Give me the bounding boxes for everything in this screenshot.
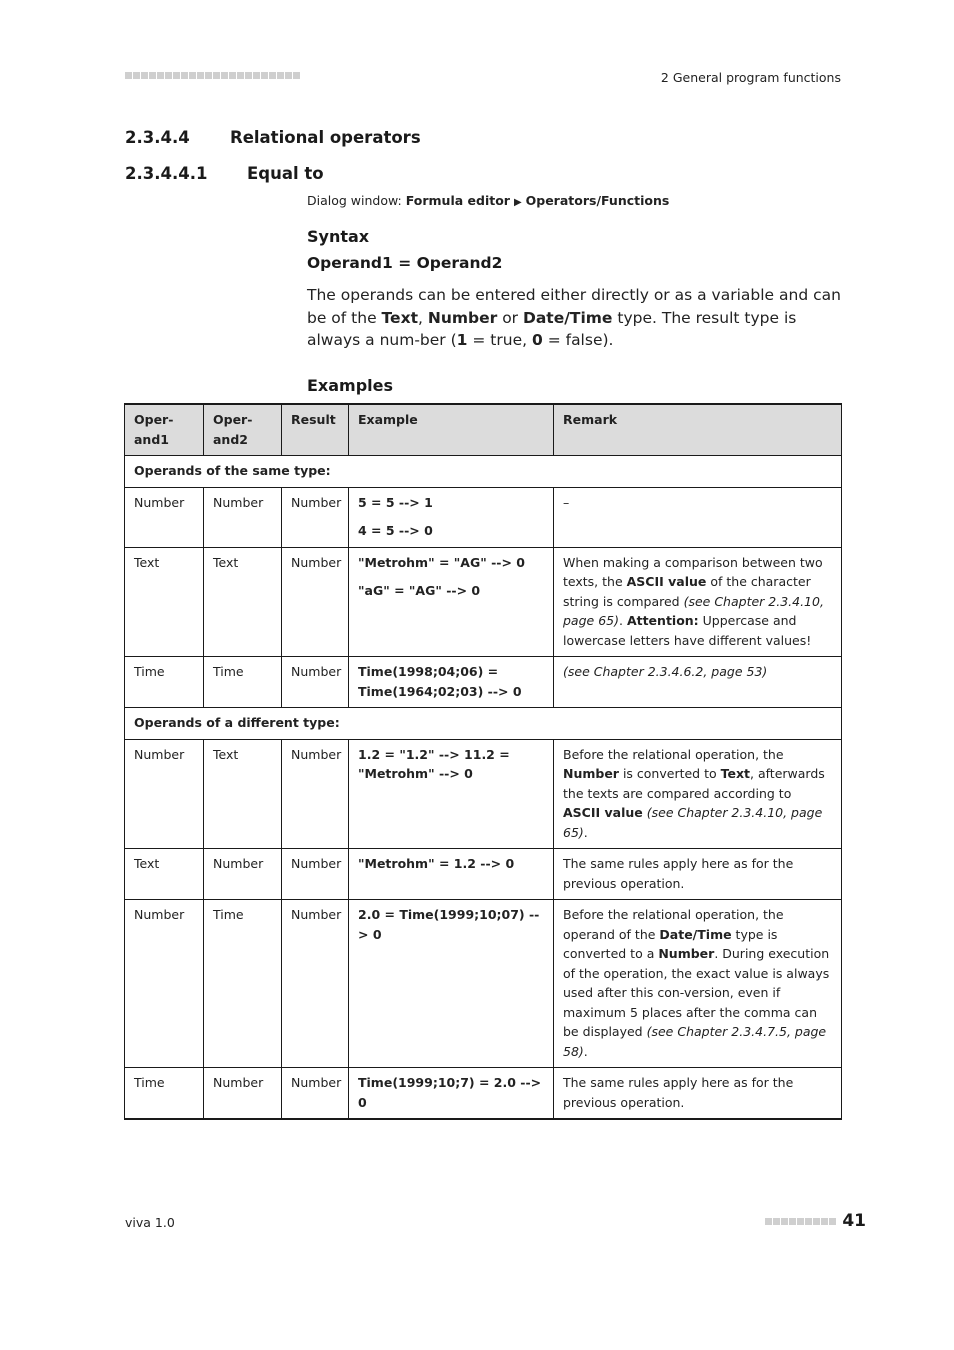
cell-result: Number	[282, 657, 349, 708]
group-label: Operands of a different type:	[125, 708, 842, 740]
footer-page	[765, 1211, 866, 1231]
cell-operand2: Number	[204, 849, 282, 900]
examples-heading: Examples	[307, 376, 394, 395]
cell-remark: When making a comparison between two texts, the ASCII value of the character string is compared (see Chapter 2.3.4.10, page 65). Attention: Uppercase and lowercase letters have different values!	[554, 547, 842, 657]
dialog-path-1: Formula editor	[405, 193, 510, 208]
footer-product: viva 1.0	[125, 1215, 175, 1230]
subsection-heading	[125, 164, 324, 183]
table-row	[125, 487, 842, 547]
running-header: 2 General program functions	[660, 70, 841, 85]
cell-example: 2.0 = Time(1999;10;07) --> 0	[349, 900, 554, 1068]
cell-operand1: Number	[125, 900, 204, 1068]
description-paragraph: The operands can be entered either directly or as a variable and can be of the Text, Number or Date/Time type. The result type is always a num-ber (1 = true, 0 = false).	[307, 286, 841, 349]
table-header-row	[125, 404, 842, 456]
syntax-heading: Syntax	[307, 227, 370, 246]
cell-operand1: Text	[125, 547, 204, 657]
header-operand1: Oper-and1	[125, 404, 204, 456]
syntax-line: Operand1 = Operand2	[307, 254, 503, 272]
group-row	[125, 708, 842, 740]
cell-operand2: Number	[204, 487, 282, 547]
header-remark: Remark	[554, 404, 842, 456]
section-title: Relational operators	[230, 128, 421, 147]
cell-result: Number	[282, 900, 349, 1068]
examples-table	[124, 403, 842, 1120]
table-row	[125, 1068, 842, 1120]
subsection-title: Equal to	[247, 164, 324, 183]
header-operand2: Oper-and2	[204, 404, 282, 456]
page-number: 41	[842, 1211, 866, 1231]
cell-example: Time(1999;10;7) = 2.0 --> 0	[349, 1068, 554, 1120]
cell-operand2: Text	[204, 547, 282, 657]
table-row	[125, 900, 842, 1068]
dialog-prefix: Dialog window:	[307, 193, 402, 208]
dialog-path	[307, 193, 669, 208]
cell-example: "Metrohm" = "AG" --> 0 "aG" = "AG" --> 0	[349, 547, 554, 657]
cell-operand1: Number	[125, 739, 204, 849]
footer-decoration	[765, 1218, 836, 1225]
table-row	[125, 657, 842, 708]
cell-operand1: Text	[125, 849, 204, 900]
cell-operand1: Time	[125, 1068, 204, 1120]
cell-operand2: Text	[204, 739, 282, 849]
cell-result: Number	[282, 739, 349, 849]
triangle-right-icon: ▶	[513, 197, 522, 208]
cell-remark: The same rules apply here as for the previous operation.	[554, 1068, 842, 1120]
dialog-path-2: Operators/Functions	[525, 193, 670, 208]
cell-operand2: Time	[204, 657, 282, 708]
table-row	[125, 849, 842, 900]
cell-operand2: Time	[204, 900, 282, 1068]
cell-example: 1.2 = "1.2" --> 11.2 = "Metrohm" --> 0	[349, 739, 554, 849]
cell-result: Number	[282, 487, 349, 547]
subsection-number: 2.3.4.4.1	[125, 164, 208, 183]
table-row	[125, 739, 842, 849]
header-example: Example	[349, 404, 554, 456]
cell-remark: Before the relational operation, the Number is converted to Text, afterwards the texts are compared according to ASCII value (see Chapter 2.3.4.10, page 65).	[554, 739, 842, 849]
cell-example: 5 = 5 --> 1 4 = 5 --> 0	[349, 487, 554, 547]
cell-result: Number	[282, 1068, 349, 1120]
cell-operand1: Number	[125, 487, 204, 547]
cell-result: Number	[282, 547, 349, 657]
cell-remark: –	[554, 487, 842, 547]
cell-remark: Before the relational operation, the operand of the Date/Time type is converted to a Number. During execution of the operation, the exact value is always used after this con-version, even if maximum 5 places after the comma can be displayed (see Chapter 2.3.4.7.5, page 58).	[554, 900, 842, 1068]
group-row	[125, 456, 842, 488]
section-heading	[125, 128, 421, 147]
cell-operand1: Time	[125, 657, 204, 708]
group-label: Operands of the same type:	[125, 456, 842, 488]
cell-remark: (see Chapter 2.3.4.6.2, page 53)	[554, 657, 842, 708]
cell-remark: The same rules apply here as for the previous operation.	[554, 849, 842, 900]
header-result: Result	[282, 404, 349, 456]
cell-result: Number	[282, 849, 349, 900]
header-decoration	[125, 72, 300, 79]
cell-example: "Metrohm" = 1.2 --> 0	[349, 849, 554, 900]
section-number: 2.3.4.4	[125, 128, 190, 147]
cell-example: Time(1998;04;06) = Time(1964;02;03) --> 0	[349, 657, 554, 708]
cell-operand2: Number	[204, 1068, 282, 1120]
table-row	[125, 547, 842, 657]
